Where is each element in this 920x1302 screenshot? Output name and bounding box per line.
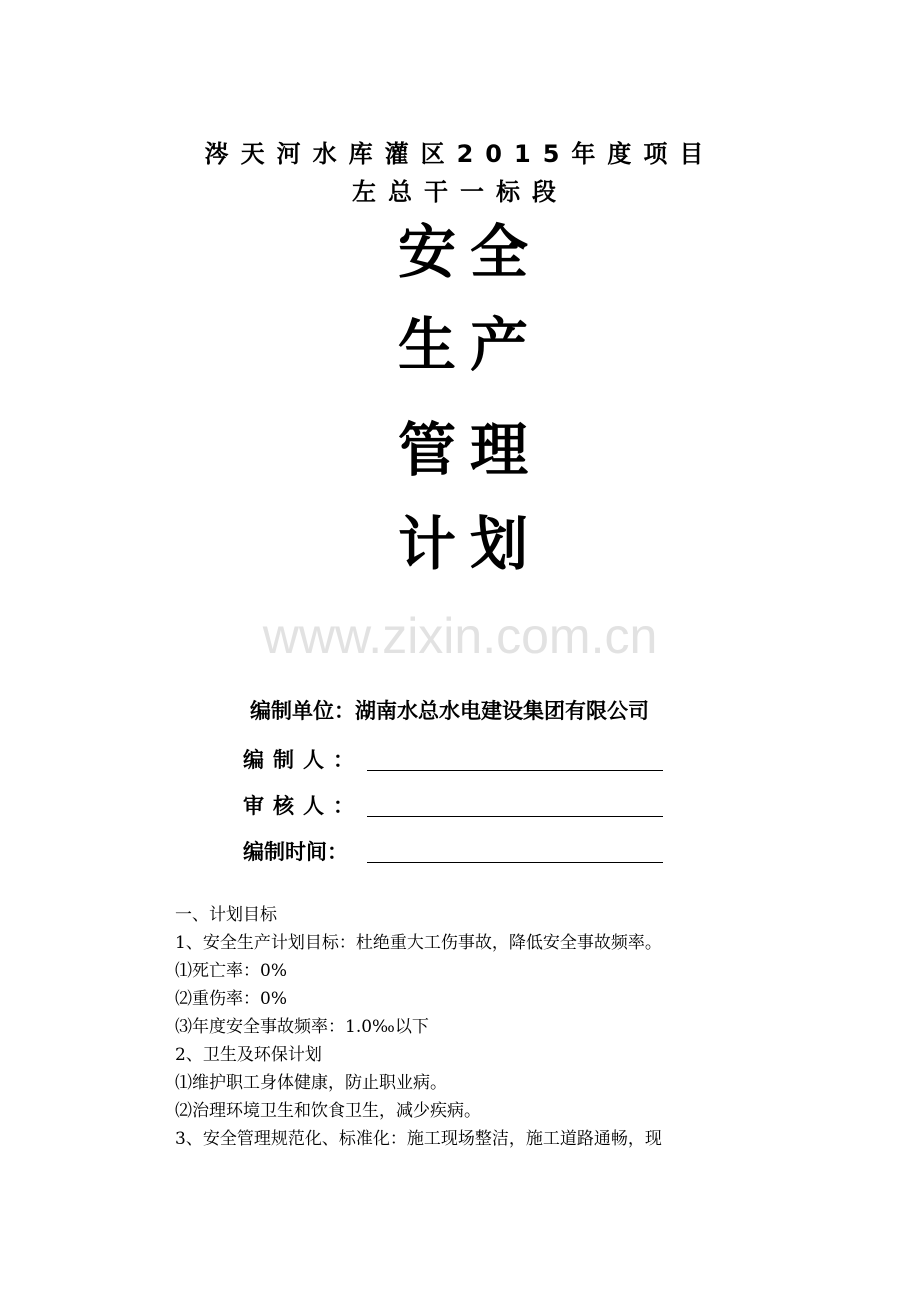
body-line: ⑵重伤率：0% [175, 989, 287, 1009]
section-heading: 一、计划目标 [175, 905, 277, 925]
project-title-line-1: 涔天河水库灌区2015年度项目 [204, 140, 716, 168]
organization-name: 湖南水总水电建设集团有限公司 [355, 699, 649, 723]
reviewer-label: 审核人： [243, 794, 363, 818]
body-line: 1、安全生产计划目标：杜绝重大工伤事故，降低安全事故频率。 [175, 933, 662, 953]
main-title-line-1: 安全 [398, 218, 543, 286]
body-text [175, 901, 815, 1153]
date-signature-line [367, 862, 663, 863]
organization-label: 编制单位： [250, 699, 355, 723]
body-line: ⑴死亡率：0% [175, 961, 287, 981]
main-title-line-2: 生产 [398, 311, 543, 379]
body-line: 2、卫生及环保计划 [175, 1045, 322, 1065]
body-line: ⑶年度安全事故频率：1.0‰以下 [175, 1017, 429, 1037]
main-title-line-4: 计划 [398, 510, 543, 578]
reviewer-signature-line [367, 816, 663, 817]
reviewer-row [243, 790, 673, 824]
body-line: ⑵治理环境卫生和饮食卫生，减少疾病。 [175, 1101, 481, 1121]
project-title-line-2: 左总干一标段 [352, 178, 568, 206]
organization-line [250, 695, 649, 725]
editor-row [243, 744, 673, 778]
editor-signature-line [367, 770, 663, 771]
body-line: 3、安全管理规范化、标准化：施工现场整洁，施工道路通畅，现 [175, 1129, 662, 1149]
editor-label: 编制人： [243, 748, 363, 772]
watermark-text: www.zixin.com.cn [262, 608, 658, 664]
date-label: 编制时间： [243, 840, 348, 864]
date-row [243, 836, 673, 870]
body-line: ⑴维护职工身体健康，防止职业病。 [175, 1073, 447, 1093]
main-title-line-3: 管理 [398, 416, 543, 484]
